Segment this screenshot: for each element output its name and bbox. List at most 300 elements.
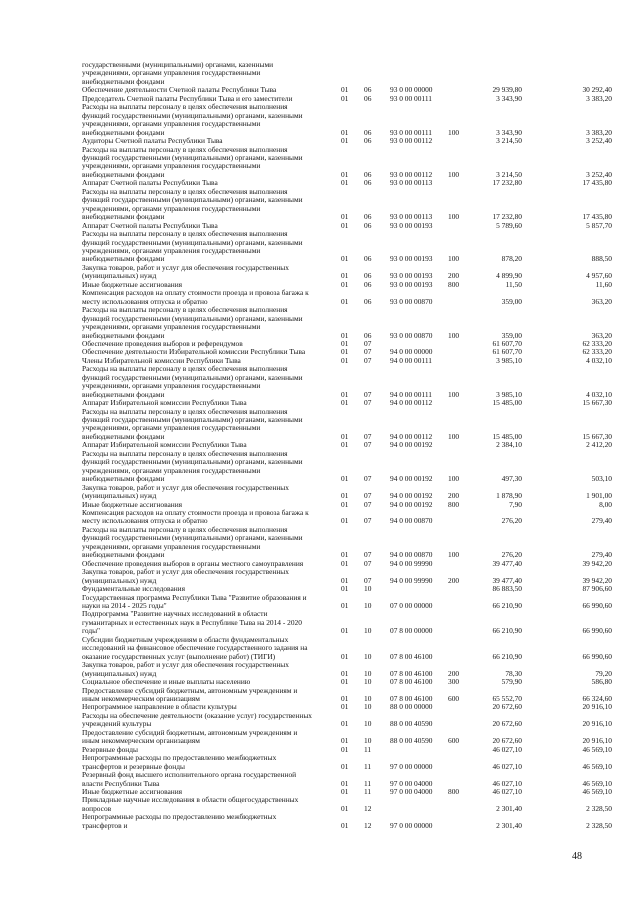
row-description: Государственная программа Республики Тыва "Развитие образования и науки на 2014 - 2025 годы" — [82, 592, 307, 610]
target-article-code: 97 0 00 04000 — [390, 786, 433, 796]
row-description: Обеспечение проведения выборов в органы местного самоуправления — [82, 558, 304, 568]
amount-2021: 2 301,40 — [496, 820, 522, 830]
subsection-code: 10 — [364, 651, 372, 661]
section-code: 01 — [341, 550, 349, 560]
subsection-code: 06 — [364, 127, 372, 137]
amount-2021: 7,90 — [509, 499, 522, 509]
amount-2021: 86 883,50 — [492, 584, 522, 594]
row-description: Резервный фонд высшего исполнительного органа государственной власти Республики Тыва — [82, 770, 297, 788]
table-row — [0, 526, 640, 560]
target-article-code: 07 0 00 00000 — [390, 601, 433, 610]
section-code: 01 — [341, 820, 349, 830]
section-code: 01 — [341, 93, 349, 103]
target-article-code: 97 0 00 04000 — [390, 778, 433, 788]
amount-2021: 39 477,40 — [492, 558, 522, 568]
subsection-code: 07 — [364, 474, 372, 484]
amount-2022: 8,00 — [599, 499, 612, 509]
target-article-code: 94 0 00 00870 — [390, 550, 433, 560]
subsection-code: 06 — [364, 212, 372, 222]
row-description: Обеспечение проведения выборов и референдумов — [82, 338, 243, 348]
amount-2022: 4 032,10 — [586, 355, 612, 365]
target-article-code: 93 0 00 00113 — [390, 178, 433, 188]
amount-2022: 20 916,10 — [582, 702, 612, 712]
target-article-code: 94 0 00 99990 — [390, 558, 433, 568]
section-code: 01 — [341, 474, 349, 484]
subsection-code: 10 — [364, 702, 372, 712]
section-code: 01 — [341, 693, 349, 703]
expense-type-code: 200 — [448, 575, 460, 585]
row-description: Обеспечение деятельности Счетной палаты Республики Тыва — [82, 85, 277, 95]
target-article-code: 93 0 00 00112 — [390, 169, 433, 179]
section-code: 01 — [341, 677, 349, 687]
amount-2021: 276,20 — [501, 516, 522, 526]
table-row — [0, 365, 640, 399]
target-article-code: 97 0 00 00000 — [390, 820, 433, 830]
subsection-code: 06 — [364, 136, 372, 146]
subsection-code: 07 — [364, 431, 372, 441]
subsection-code: 06 — [364, 296, 372, 306]
amount-2021: 17 232,80 — [492, 178, 522, 188]
target-article-code: 93 0 00 00870 — [390, 330, 433, 340]
amount-2021: 46 027,10 — [492, 778, 522, 788]
section-code: 01 — [341, 778, 349, 788]
subsection-code: 06 — [364, 330, 372, 340]
row-description: Компенсация расходов на оплату стоимости проезда и провоза багажа к месту использования отпуска и обратно — [82, 508, 309, 526]
section-code: 01 — [341, 127, 349, 137]
amount-2022: 17 435,80 — [582, 178, 612, 188]
table-row — [0, 687, 640, 704]
section-code: 01 — [341, 389, 349, 399]
section-code: 01 — [341, 254, 349, 264]
amount-2021: 20 672,60 — [492, 736, 522, 746]
subsection-code: 06 — [364, 220, 372, 230]
amount-2022: 39 942,20 — [582, 575, 612, 585]
amount-2022: 46 569,10 — [582, 744, 612, 754]
row-description: Иные бюджетные ассигнования — [82, 499, 183, 509]
amount-2022: 5 857,70 — [586, 220, 612, 230]
row-description: Расходы на обеспечение деятельности (оказание услуг) государственных учреждений культуры — [82, 710, 313, 729]
amount-2021: 15 485,00 — [492, 398, 522, 408]
amount-2021: 3 214,50 — [496, 136, 522, 146]
expense-type-code: 100 — [448, 330, 460, 340]
row-description: Аппарат Избирательной комиссии Республики Тыва — [82, 398, 247, 408]
table-row — [0, 484, 640, 501]
amount-2022: 586,80 — [591, 677, 612, 687]
target-article-code: 07 8 00 46100 — [390, 651, 433, 661]
amount-2021: 46 027,10 — [492, 744, 522, 754]
row-description: Непрограммное направление в области культуры — [82, 702, 237, 712]
table-row — [0, 103, 640, 137]
amount-2022: 3 383,20 — [586, 127, 612, 137]
row-description: Закупка товаров, работ и услуг для обеспечения государственных (муниципальных) нужд — [82, 482, 289, 501]
table-row — [0, 661, 640, 678]
expense-type-code: 100 — [448, 212, 460, 222]
subsection-code: 12 — [364, 820, 372, 830]
section-code: 01 — [341, 651, 349, 661]
table-row — [0, 408, 640, 442]
row-description: государственными (муниципальными) органами, казенными учреждениями, органами управления государственными внебюджетными фондами — [82, 60, 274, 86]
amount-2022: 62 333,20 — [582, 338, 612, 348]
table-row — [0, 712, 640, 729]
expense-type-code: 100 — [448, 389, 460, 399]
row-description: Расходы на выплаты персоналу в целях обеспечения выполнения функций государственными (муниципальными) органами, казенными учреждениями, органами управления государственными внебюджетными фондами — [82, 229, 303, 264]
subsection-code: 06 — [364, 178, 372, 188]
target-article-code: 94 0 00 00192 — [390, 474, 433, 484]
subsection-code: 10 — [364, 693, 372, 703]
target-article-code: 94 0 00 00000 — [390, 347, 433, 357]
row-description: Непрограммные расходы по предоставлению межбюджетных трансфертов и резервные фонды — [82, 753, 277, 771]
subsection-code: 06 — [364, 271, 372, 281]
subsection-code: 12 — [364, 803, 372, 813]
amount-2022: 363,20 — [591, 296, 612, 306]
target-article-code: 94 0 00 99990 — [390, 575, 433, 585]
amount-2022: 15 667,30 — [582, 398, 612, 408]
target-article-code: 93 0 00 00000 — [390, 85, 433, 95]
target-article-code: 94 0 00 00112 — [390, 398, 433, 408]
amount-2021: 66 210,90 — [492, 601, 522, 610]
section-code: 01 — [341, 136, 349, 146]
target-article-code: 07 8 00 46100 — [390, 668, 433, 678]
target-article-code: 93 0 00 00193 — [390, 220, 433, 230]
table-row — [0, 754, 640, 771]
row-description: Предоставление субсидий бюджетным, автономным учреждениям и иным некоммерческим организациям — [82, 727, 298, 746]
section-code: 01 — [341, 347, 349, 357]
amount-2022: 3 252,40 — [586, 136, 612, 146]
section-code: 01 — [341, 296, 349, 306]
amount-2021: 78,30 — [505, 668, 522, 678]
amount-2021: 359,00 — [501, 296, 522, 306]
amount-2021: 497,30 — [501, 474, 522, 484]
table-row — [0, 188, 640, 222]
target-article-code: 07 8 00 46100 — [390, 693, 433, 703]
amount-2022: 46 569,10 — [582, 761, 612, 771]
subsection-code: 07 — [364, 389, 372, 399]
subsection-code: 06 — [364, 254, 372, 264]
table-row — [0, 813, 640, 830]
amount-2022: 66 990,60 — [582, 626, 612, 636]
section-code: 01 — [341, 803, 349, 813]
section-code: 01 — [341, 786, 349, 796]
amount-2022: 66 990,60 — [582, 601, 612, 610]
subsection-code: 11 — [364, 778, 372, 788]
amount-2022: 1 901,00 — [586, 491, 612, 501]
row-description: Социальное обеспечение и иные выплаты населению — [82, 677, 251, 687]
target-article-code: 94 0 00 00870 — [390, 516, 433, 526]
subsection-code: 07 — [364, 558, 372, 568]
expense-type-code: 600 — [448, 736, 460, 746]
amount-2021: 15 485,00 — [492, 431, 522, 441]
target-article-code: 94 0 00 00192 — [390, 499, 433, 509]
subsection-code: 07 — [364, 491, 372, 501]
expense-type-code: 800 — [448, 279, 460, 289]
amount-2021: 61 607,70 — [492, 338, 522, 348]
target-article-code: 93 0 00 00193 — [390, 254, 433, 264]
row-description: Аппарат Избирательной комиссии Республики Тыва — [82, 440, 247, 450]
amount-2022: 3 252,40 — [586, 169, 612, 179]
page-number: 48 — [572, 851, 582, 862]
amount-2022: 2 328,50 — [586, 820, 612, 830]
amount-2022: 87 906,60 — [582, 584, 612, 594]
expense-type-code: 200 — [448, 668, 460, 678]
row-description: Аудиторы Счетной палаты Республики Тыва — [82, 136, 223, 146]
amount-2021: 1 878,90 — [496, 491, 522, 501]
subsection-code: 07 — [364, 355, 372, 365]
amount-2022: 888,50 — [591, 254, 612, 264]
row-description: Субсидии бюджетным учреждениям в области фундаментальных исследований на финансовое обеспечение государственного задания на оказание государственных услуг (выполнение работ) (ТИГИ) — [82, 634, 308, 661]
target-article-code: 07 8 00 46100 — [390, 677, 433, 687]
expense-type-code: 100 — [448, 254, 460, 264]
row-description: Прикладные научные исследования в области общегосударственных вопросов — [82, 795, 299, 813]
subsection-code: 10 — [364, 668, 372, 678]
table-row — [0, 568, 640, 585]
target-article-code: 93 0 00 00193 — [390, 279, 433, 289]
target-article-code: 94 0 00 00111 — [390, 389, 432, 399]
amount-2022: 4 957,60 — [586, 271, 612, 281]
target-article-code: 93 0 00 00112 — [390, 136, 433, 146]
amount-2021: 5 789,60 — [496, 220, 522, 230]
table-row — [0, 289, 640, 306]
amount-2021: 2 301,40 — [496, 803, 522, 813]
row-description: Расходы на выплаты персоналу в целях обеспечения выполнения функций государственными (муниципальными) органами, казенными учреждениями, органами управления государственными внебюджетными фондами — [82, 406, 303, 441]
subsection-code: 07 — [364, 347, 372, 357]
expense-type-code: 800 — [448, 499, 460, 509]
target-article-code: 94 0 00 00192 — [390, 491, 433, 501]
subsection-code: 10 — [364, 626, 372, 636]
row-description: Иные бюджетные ассигнования — [82, 279, 183, 289]
amount-2021: 66 210,90 — [492, 626, 522, 636]
amount-2022: 17 435,80 — [582, 212, 612, 222]
subsection-code: 10 — [364, 584, 372, 594]
table-row — [0, 264, 640, 281]
row-description: Расходы на выплаты персоналу в целях обеспечения выполнения функций государственными (муниципальными) органами, казенными учреждениями, органами управления государственными внебюджетными фондами — [82, 144, 303, 179]
expense-type-code: 800 — [448, 786, 460, 796]
table-row — [0, 636, 640, 661]
amount-2022: 46 569,10 — [582, 778, 612, 788]
row-description: Члены Избирательной комиссии Республики Тыва — [82, 355, 241, 365]
target-article-code: 93 0 00 00113 — [390, 212, 433, 222]
row-description: Обеспечение деятельности Избирательной комиссии Республики Тыва — [82, 347, 306, 357]
subsection-code: 06 — [364, 85, 372, 95]
section-code: 01 — [341, 398, 349, 408]
row-description: Иные бюджетные ассигнования — [82, 786, 183, 796]
subsection-code: 10 — [364, 677, 372, 687]
table-row — [0, 61, 640, 86]
amount-2022: 62 333,20 — [582, 347, 612, 357]
target-article-code: 88 0 00 40590 — [390, 719, 433, 729]
row-description: Расходы на выплаты персоналу в целях обеспечения выполнения функций государственными (муниципальными) органами, казенными учреждениями, органами управления государственными внебюджетными фондами — [82, 102, 303, 137]
amount-2021: 3 214,50 — [496, 169, 522, 179]
section-code: 01 — [341, 575, 349, 585]
subsection-code: 10 — [364, 719, 372, 729]
section-code: 01 — [341, 668, 349, 678]
amount-2021: 66 210,90 — [492, 651, 522, 661]
section-code: 01 — [341, 440, 349, 450]
subsection-code: 06 — [364, 279, 372, 289]
section-code: 01 — [341, 761, 349, 771]
amount-2021: 276,20 — [501, 550, 522, 560]
target-article-code: 07 8 00 00000 — [390, 626, 433, 636]
section-code: 01 — [341, 279, 349, 289]
target-article-code: 94 0 00 00112 — [390, 431, 433, 441]
section-code: 01 — [341, 719, 349, 729]
amount-2021: 878,20 — [501, 254, 522, 264]
section-code: 01 — [341, 499, 349, 509]
amount-2022: 279,40 — [591, 516, 612, 526]
amount-2021: 46 027,10 — [492, 786, 522, 796]
row-description: Предоставление субсидий бюджетным, автономным учреждениям и иным некоммерческим организациям — [82, 685, 298, 703]
amount-2022: 46 569,10 — [582, 786, 612, 796]
row-description: Подпрограмма "Развитие научных исследований в области гуманитарных и естественных наук в Республике Тыва на 2014 - 2020 годы" — [82, 609, 302, 636]
section-code: 01 — [341, 178, 349, 188]
expense-type-code: 600 — [448, 693, 460, 703]
section-code: 01 — [341, 338, 349, 348]
subsection-code: 07 — [364, 499, 372, 509]
expense-type-code: 100 — [448, 169, 460, 179]
section-code: 01 — [341, 169, 349, 179]
row-description: Расходы на выплаты персоналу в целях обеспечения выполнения функций государственными (муниципальными) органами, казенными учреждениями, органами управления государственными внебюджетными фондами — [82, 186, 303, 222]
amount-2021: 11,50 — [505, 279, 522, 289]
expense-type-code: 100 — [448, 550, 460, 560]
amount-2022: 4 032,10 — [586, 389, 612, 399]
amount-2022: 30 292,40 — [582, 85, 612, 95]
target-article-code: 94 0 00 00192 — [390, 440, 433, 450]
row-description: Непрограммные расходы по предоставлению межбюджетных трансфертов и — [82, 812, 277, 830]
amount-2022: 11,60 — [595, 279, 612, 289]
row-description: Закупка товаров, работ и услуг для обеспечения государственных (муниципальных) нужд — [82, 262, 289, 281]
amount-2021: 3 985,10 — [496, 389, 522, 399]
subsection-code: 10 — [364, 736, 372, 746]
row-description: Председатель Счетной палаты Республики Тыва и его заместители — [82, 93, 293, 103]
amount-2022: 20 916,10 — [582, 719, 612, 729]
row-description: Аппарат Счетной палаты Республики Тыва — [82, 178, 218, 188]
section-code: 01 — [341, 558, 349, 568]
subsection-code: 06 — [364, 169, 372, 179]
amount-2021: 29 939,80 — [492, 85, 522, 95]
subsection-code: 11 — [364, 744, 372, 754]
table-row — [0, 796, 640, 813]
budget-table — [0, 61, 640, 830]
subsection-code: 10 — [364, 601, 372, 610]
expense-type-code: 300 — [448, 677, 460, 687]
amount-2021: 2 384,10 — [496, 440, 522, 450]
amount-2022: 3 383,20 — [586, 93, 612, 103]
subsection-code: 11 — [364, 786, 372, 796]
section-code: 01 — [341, 584, 349, 594]
amount-2022: 363,20 — [591, 330, 612, 340]
table-row — [0, 146, 640, 180]
amount-2021: 20 672,60 — [492, 719, 522, 729]
row-description: Фундаментальные исследования — [82, 584, 186, 594]
section-code: 01 — [341, 702, 349, 712]
expense-type-code: 200 — [448, 491, 460, 501]
expense-type-code: 200 — [448, 271, 460, 281]
row-description: Закупка товаров, работ и услуг для обеспечения государственных (муниципальных) нужд — [82, 567, 289, 585]
amount-2021: 3 343,90 — [496, 127, 522, 137]
row-description: Расходы на выплаты персоналу в целях обеспечения выполнения функций государственными (муниципальными) органами, казенными учреждениями, органами управления государственными внебюджетными фондами — [82, 305, 303, 340]
section-code: 01 — [341, 744, 349, 754]
section-code: 01 — [341, 330, 349, 340]
table-row — [0, 729, 640, 746]
target-article-code: 94 0 00 00111 — [390, 355, 432, 365]
subsection-code: 07 — [364, 398, 372, 408]
expense-type-code: 100 — [448, 127, 460, 137]
target-article-code: 93 0 00 00870 — [390, 296, 433, 306]
expense-type-code: 100 — [448, 474, 460, 484]
amount-2022: 2 328,50 — [586, 803, 612, 813]
amount-2021: 4 899,90 — [496, 271, 522, 281]
amount-2021: 39 477,40 — [492, 575, 522, 585]
row-description: Расходы на выплаты персоналу в целях обеспечения выполнения функций государственными (муниципальными) органами, казенными учреждениями, органами управления государственными внебюджетными фондами — [82, 448, 303, 484]
amount-2022: 66 990,60 — [582, 651, 612, 661]
section-code: 01 — [341, 626, 349, 636]
subsection-code: 07 — [364, 516, 372, 526]
amount-2022: 79,20 — [595, 668, 612, 678]
subsection-code: 07 — [364, 440, 372, 450]
row-description: Расходы на выплаты персоналу в целях обеспечения выполнения функций государственными (муниципальными) органами, казенными учреждениями, органами управления государственными внебюджетными фондами — [82, 364, 303, 399]
table-row — [0, 230, 640, 264]
target-article-code: 88 0 00 00000 — [390, 702, 433, 712]
section-code: 01 — [341, 85, 349, 95]
subsection-code: 07 — [364, 338, 372, 348]
subsection-code: 06 — [364, 93, 372, 103]
section-code: 01 — [341, 736, 349, 746]
amount-2022: 15 667,30 — [582, 431, 612, 441]
table-row — [0, 450, 640, 484]
amount-2022: 279,40 — [591, 550, 612, 560]
target-article-code: 93 0 00 00193 — [390, 271, 433, 281]
amount-2021: 46 027,10 — [492, 761, 522, 771]
row-description: Расходы на выплаты персоналу в целях обеспечения выполнения функций государственными (муниципальными) органами, казенными учреждениями, органами управления государственными внебюджетными фондами — [82, 524, 303, 560]
table-row — [0, 509, 640, 526]
section-code: 01 — [341, 212, 349, 222]
amount-2022: 66 324,60 — [582, 693, 612, 703]
subsection-code: 07 — [364, 550, 372, 560]
amount-2021: 579,90 — [501, 677, 522, 687]
amount-2021: 3 343,90 — [496, 93, 522, 103]
target-article-code: 88 0 00 40590 — [390, 736, 433, 746]
section-code: 01 — [341, 491, 349, 501]
row-description: Компенсация расходов на оплату стоимости проезда и провоза багажа к месту использования отпуска и обратно — [82, 288, 309, 306]
section-code: 01 — [341, 271, 349, 281]
table-row — [0, 771, 640, 788]
table-row — [0, 594, 640, 611]
section-code: 01 — [341, 431, 349, 441]
section-code: 01 — [341, 516, 349, 526]
amount-2022: 39 942,20 — [582, 558, 612, 568]
target-article-code: 93 0 00 00111 — [390, 127, 432, 137]
amount-2022: 2 412,20 — [586, 440, 612, 450]
section-code: 01 — [341, 220, 349, 230]
subsection-code: 11 — [364, 761, 372, 771]
target-article-code: 97 0 00 00000 — [390, 761, 433, 771]
amount-2022: 20 916,10 — [582, 736, 612, 746]
section-code: 01 — [341, 355, 349, 365]
subsection-code: 07 — [364, 575, 372, 585]
row-description: Аппарат Счетной палаты Республики Тыва — [82, 220, 218, 230]
amount-2021: 61 607,70 — [492, 347, 522, 357]
expense-type-code: 100 — [448, 431, 460, 441]
row-description: Резервные фонды — [82, 744, 138, 754]
section-code: 01 — [341, 601, 349, 610]
amount-2021: 20 672,60 — [492, 702, 522, 712]
amount-2021: 17 232,80 — [492, 212, 522, 222]
amount-2021: 65 552,70 — [492, 693, 522, 703]
row-description: Закупка товаров, работ и услуг для обеспечения государственных (муниципальных) нужд — [82, 660, 289, 678]
amount-2021: 3 985,10 — [496, 355, 522, 365]
table-row — [0, 610, 640, 635]
table-row — [0, 306, 640, 340]
amount-2021: 359,00 — [501, 330, 522, 340]
